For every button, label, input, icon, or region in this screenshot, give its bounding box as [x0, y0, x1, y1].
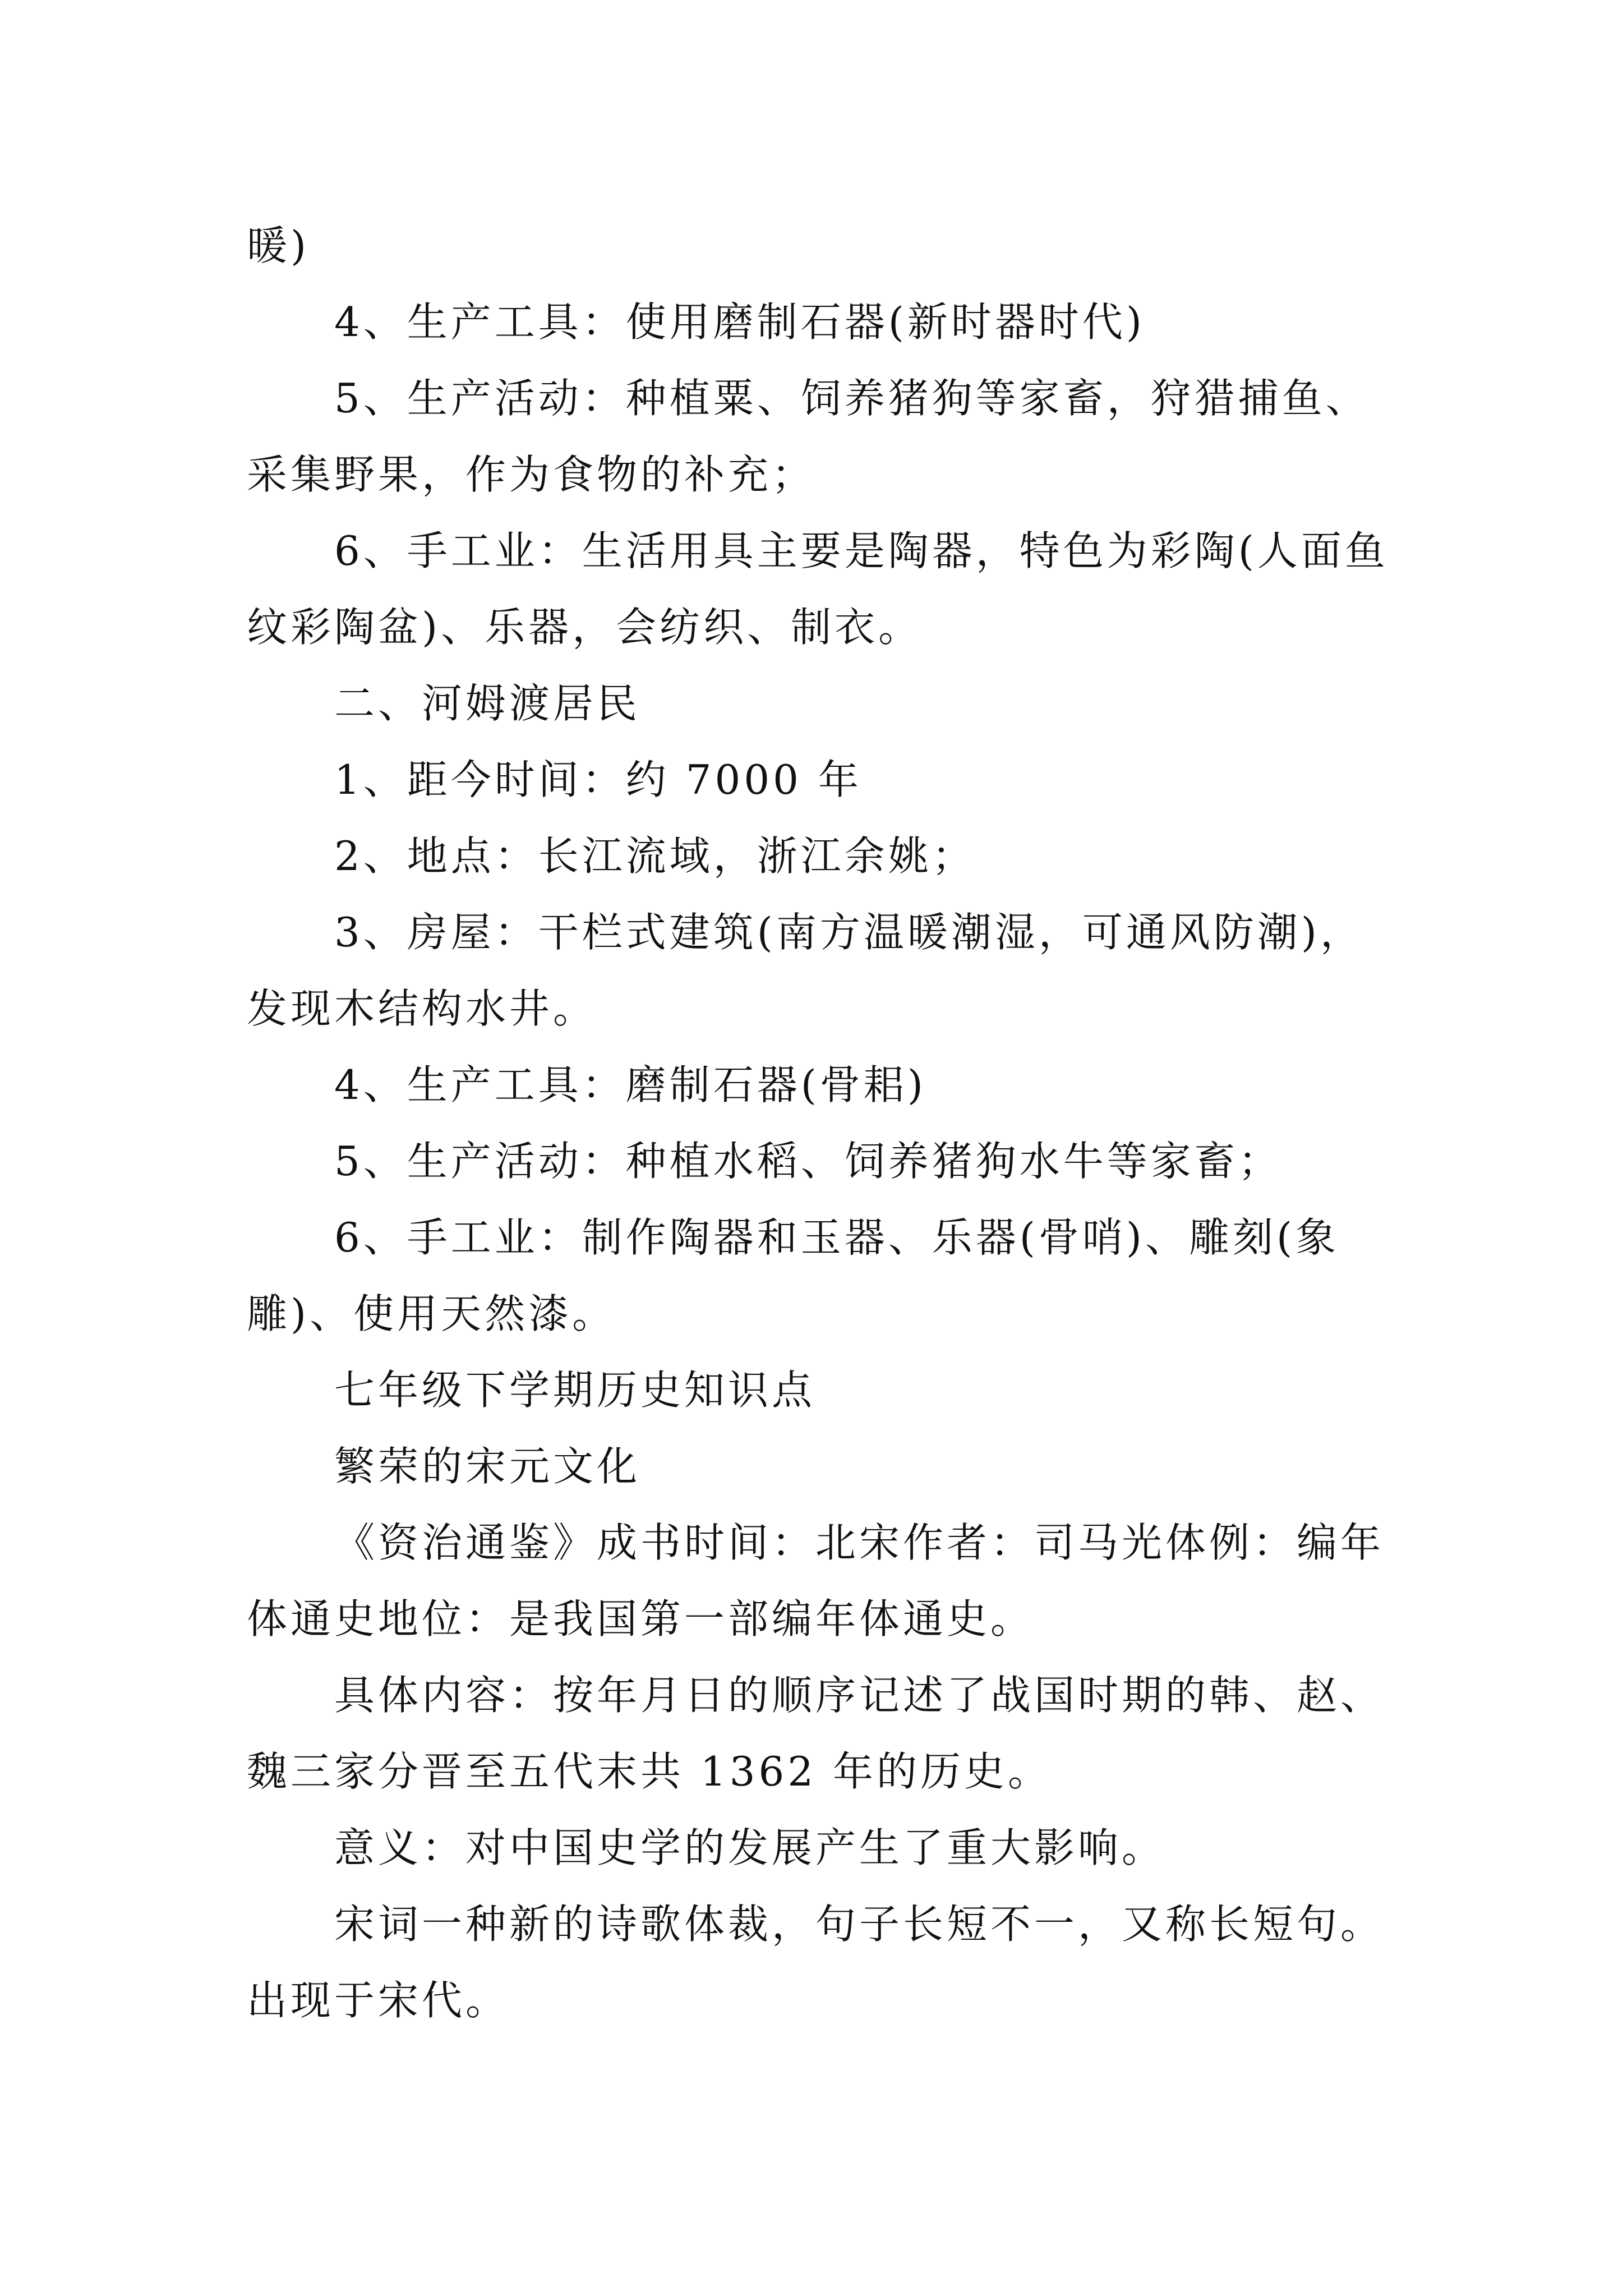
section-heading: 七年级下学期历史知识点: [334, 1366, 816, 1414]
paragraph: 4、生产工具：使用磨制石器(新时器时代): [334, 298, 1145, 346]
section-heading: 繁荣的宋元文化: [334, 1443, 641, 1490]
paragraph: 6、手工业：生活用具主要是陶器，特色为彩陶(人面鱼纹彩陶盆)、乐器，会纺织、制衣。: [247, 527, 1389, 651]
paragraph: 3、房屋：干栏式建筑(南方温暖潮湿，可通风防潮)，发现木结构水井。: [247, 909, 1364, 1032]
paragraph: 意义：对中国史学的发展产生了重大影响。: [334, 1824, 1166, 1871]
paragraph: 5、生产活动：种植粟、饲养猪狗等家畜，狩猎捕鱼、采集野果，作为食物的补充；: [247, 375, 1370, 498]
paragraph: 《资治通鉴》成书时间：北宋作者：司马光体例：编年体通史地位：是我国第一部编年体通史。: [247, 1519, 1385, 1642]
paragraph: 5、生产活动：种植水稻、饲养猪狗水牛等家畜；: [334, 1138, 1282, 1185]
paragraph: 具体内容：按年月日的顺序记述了战国时期的韩、赵、魏三家分晋至五代末共 1362 年的历史。: [247, 1672, 1385, 1795]
paragraph: 6、手工业：制作陶器和玉器、乐器(骨哨)、雕刻(象雕)、使用天然漆。: [247, 1214, 1340, 1337]
document-body: [247, 208, 1391, 2039]
paragraph: 宋词一种新的诗歌体裁，句子长短不一，又称长短句。出现于宋代。: [247, 1901, 1385, 2024]
paragraph: 2、地点：长江流域，浙江余姚；: [334, 832, 976, 880]
paragraph: 1、距今时间：约 7000 年: [334, 756, 862, 803]
paragraph: 4、生产工具：磨制石器(骨耜): [334, 1061, 926, 1108]
paragraph-continuation: 暖): [247, 222, 310, 269]
section-heading: 二、河姆渡居民: [334, 680, 641, 727]
